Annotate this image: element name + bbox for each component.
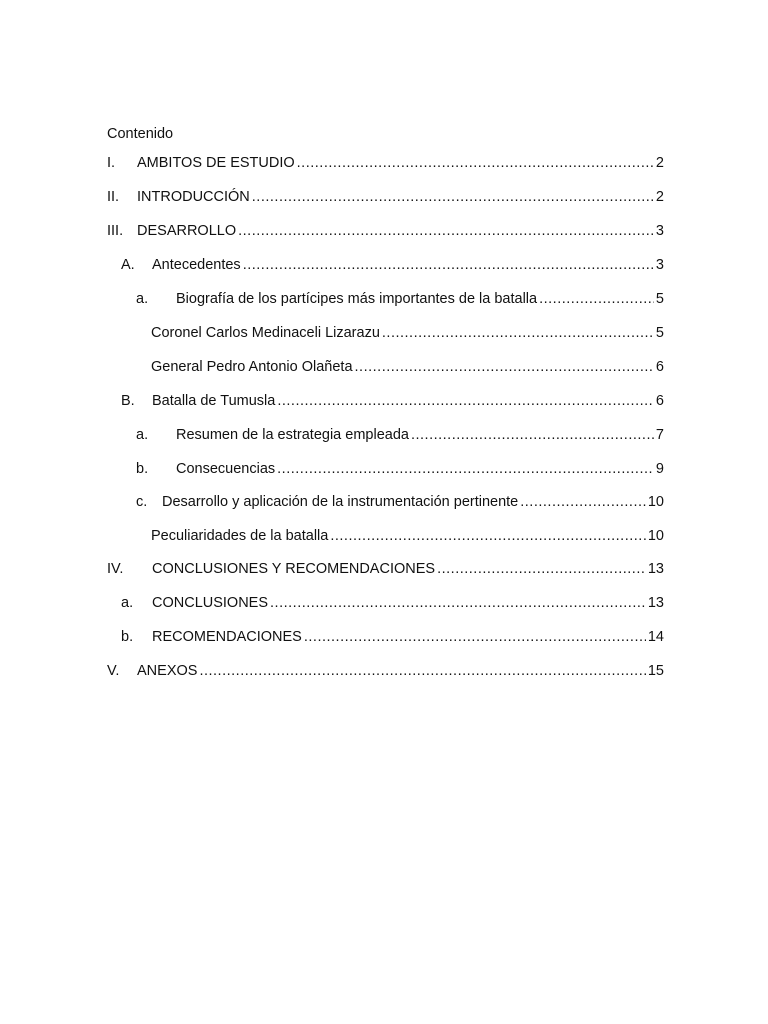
- toc-entry-title: Antecedentes: [152, 257, 241, 273]
- toc-entry-page: 3: [655, 257, 664, 273]
- toc-entry-page: 14: [647, 629, 664, 645]
- toc-entry-number: IV.: [107, 561, 124, 577]
- toc-entry-peculiaridades[interactable]: [151, 526, 664, 546]
- toc-entry-anexos[interactable]: [107, 661, 664, 681]
- toc-entry-title: AMBITOS DE ESTUDIO: [137, 155, 295, 171]
- toc-leader-dots: [411, 425, 654, 445]
- toc-entry-page: 13: [647, 595, 664, 611]
- toc-leader-dots: [520, 492, 646, 512]
- toc-entry-consecuencias[interactable]: [136, 459, 664, 479]
- toc-entry-title: General Pedro Antonio Olañeta: [151, 359, 353, 375]
- toc-entry-biografia[interactable]: [136, 289, 664, 309]
- toc-entry-number: a.: [136, 427, 149, 443]
- toc-entry-number: b.: [121, 629, 134, 645]
- toc-entry-number: A.: [121, 257, 135, 273]
- toc-entry-title: Consecuencias: [176, 461, 276, 477]
- toc-heading: Contenido: [107, 126, 174, 142]
- toc-entry-batalla-tumusla[interactable]: [121, 391, 664, 411]
- toc-entry-antecedentes[interactable]: [121, 255, 664, 275]
- toc-entry-title: Desarrollo y aplicación de la instrumentación pertinente: [162, 494, 519, 510]
- toc-entry-recomendaciones[interactable]: [121, 627, 664, 647]
- toc-leader-dots: [437, 559, 646, 579]
- toc-entry-number: a.: [121, 595, 134, 611]
- toc-entry-desarrollo[interactable]: [107, 221, 664, 241]
- toc-entry-page: 5: [655, 291, 664, 307]
- toc-entry-title: DESARROLLO: [137, 223, 237, 239]
- toc-entry-number: B.: [121, 393, 135, 409]
- toc-entry-introduccion[interactable]: [107, 187, 664, 207]
- toc-entry-number: V.: [107, 663, 120, 679]
- toc-leader-dots: [199, 661, 645, 681]
- toc-entry-title: Peculiaridades de la batalla: [151, 528, 329, 544]
- toc-leader-dots: [330, 526, 646, 546]
- toc-leader-dots: [382, 323, 654, 343]
- toc-entry-title: ANEXOS: [137, 663, 198, 679]
- toc-entry-title: Batalla de Tumusla: [152, 393, 276, 409]
- toc-leader-dots: [355, 357, 654, 377]
- toc-entry-olaneta[interactable]: [151, 357, 664, 377]
- toc-entry-page: 10: [647, 494, 664, 510]
- toc-entry-page: 5: [655, 325, 664, 341]
- toc-leader-dots: [238, 221, 654, 241]
- toc-entry-ambitos[interactable]: [107, 153, 664, 173]
- toc-entry-conclusiones-recomendaciones[interactable]: [107, 559, 664, 579]
- toc-leader-dots: [304, 627, 646, 647]
- toc-entry-page: 9: [655, 461, 664, 477]
- toc-leader-dots: [297, 153, 654, 173]
- toc-leader-dots: [270, 593, 646, 613]
- toc-entry-number: III.: [107, 223, 124, 239]
- toc-entry-page: 7: [655, 427, 664, 443]
- toc-entry-page: 3: [655, 223, 664, 239]
- toc-entry-page: 10: [647, 528, 664, 544]
- toc-leader-dots: [539, 289, 654, 309]
- toc-entry-title: Resumen de la estrategia empleada: [176, 427, 409, 443]
- toc-entry-title: CONCLUSIONES: [152, 595, 269, 611]
- toc-entry-title: CONCLUSIONES Y RECOMENDACIONES: [152, 561, 436, 577]
- toc-entry-number: I.: [107, 155, 116, 171]
- toc-entry-number: II.: [107, 189, 120, 205]
- toc-entry-page: 13: [647, 561, 664, 577]
- toc-entry-title: Biografía de los partícipes más importantes de la batalla: [176, 291, 538, 307]
- toc-entry-number: b.: [136, 461, 149, 477]
- toc-leader-dots: [243, 255, 654, 275]
- toc-entry-title: Coronel Carlos Medinaceli Lizarazu: [151, 325, 380, 341]
- toc-leader-dots: [277, 459, 654, 479]
- toc-entry-page: 6: [655, 359, 664, 375]
- toc-entry-page: 2: [655, 189, 664, 205]
- toc-leader-dots: [252, 187, 654, 207]
- toc-entry-page: 2: [655, 155, 664, 171]
- toc-entry-page: 6: [655, 393, 664, 409]
- toc-entry-number: c.: [136, 494, 148, 510]
- toc-entry-resumen-estrategia[interactable]: [136, 425, 664, 445]
- toc-entry-page: 15: [647, 663, 664, 679]
- toc-entry-title: RECOMENDACIONES: [152, 629, 302, 645]
- toc-entry-medinaceli[interactable]: [151, 323, 664, 343]
- toc-entry-instrumentacion[interactable]: [136, 492, 664, 512]
- toc-entry-number: a.: [136, 291, 149, 307]
- toc-leader-dots: [277, 391, 654, 411]
- toc-entry-conclusiones[interactable]: [121, 593, 664, 613]
- toc-entry-title: INTRODUCCIÓN: [137, 189, 250, 205]
